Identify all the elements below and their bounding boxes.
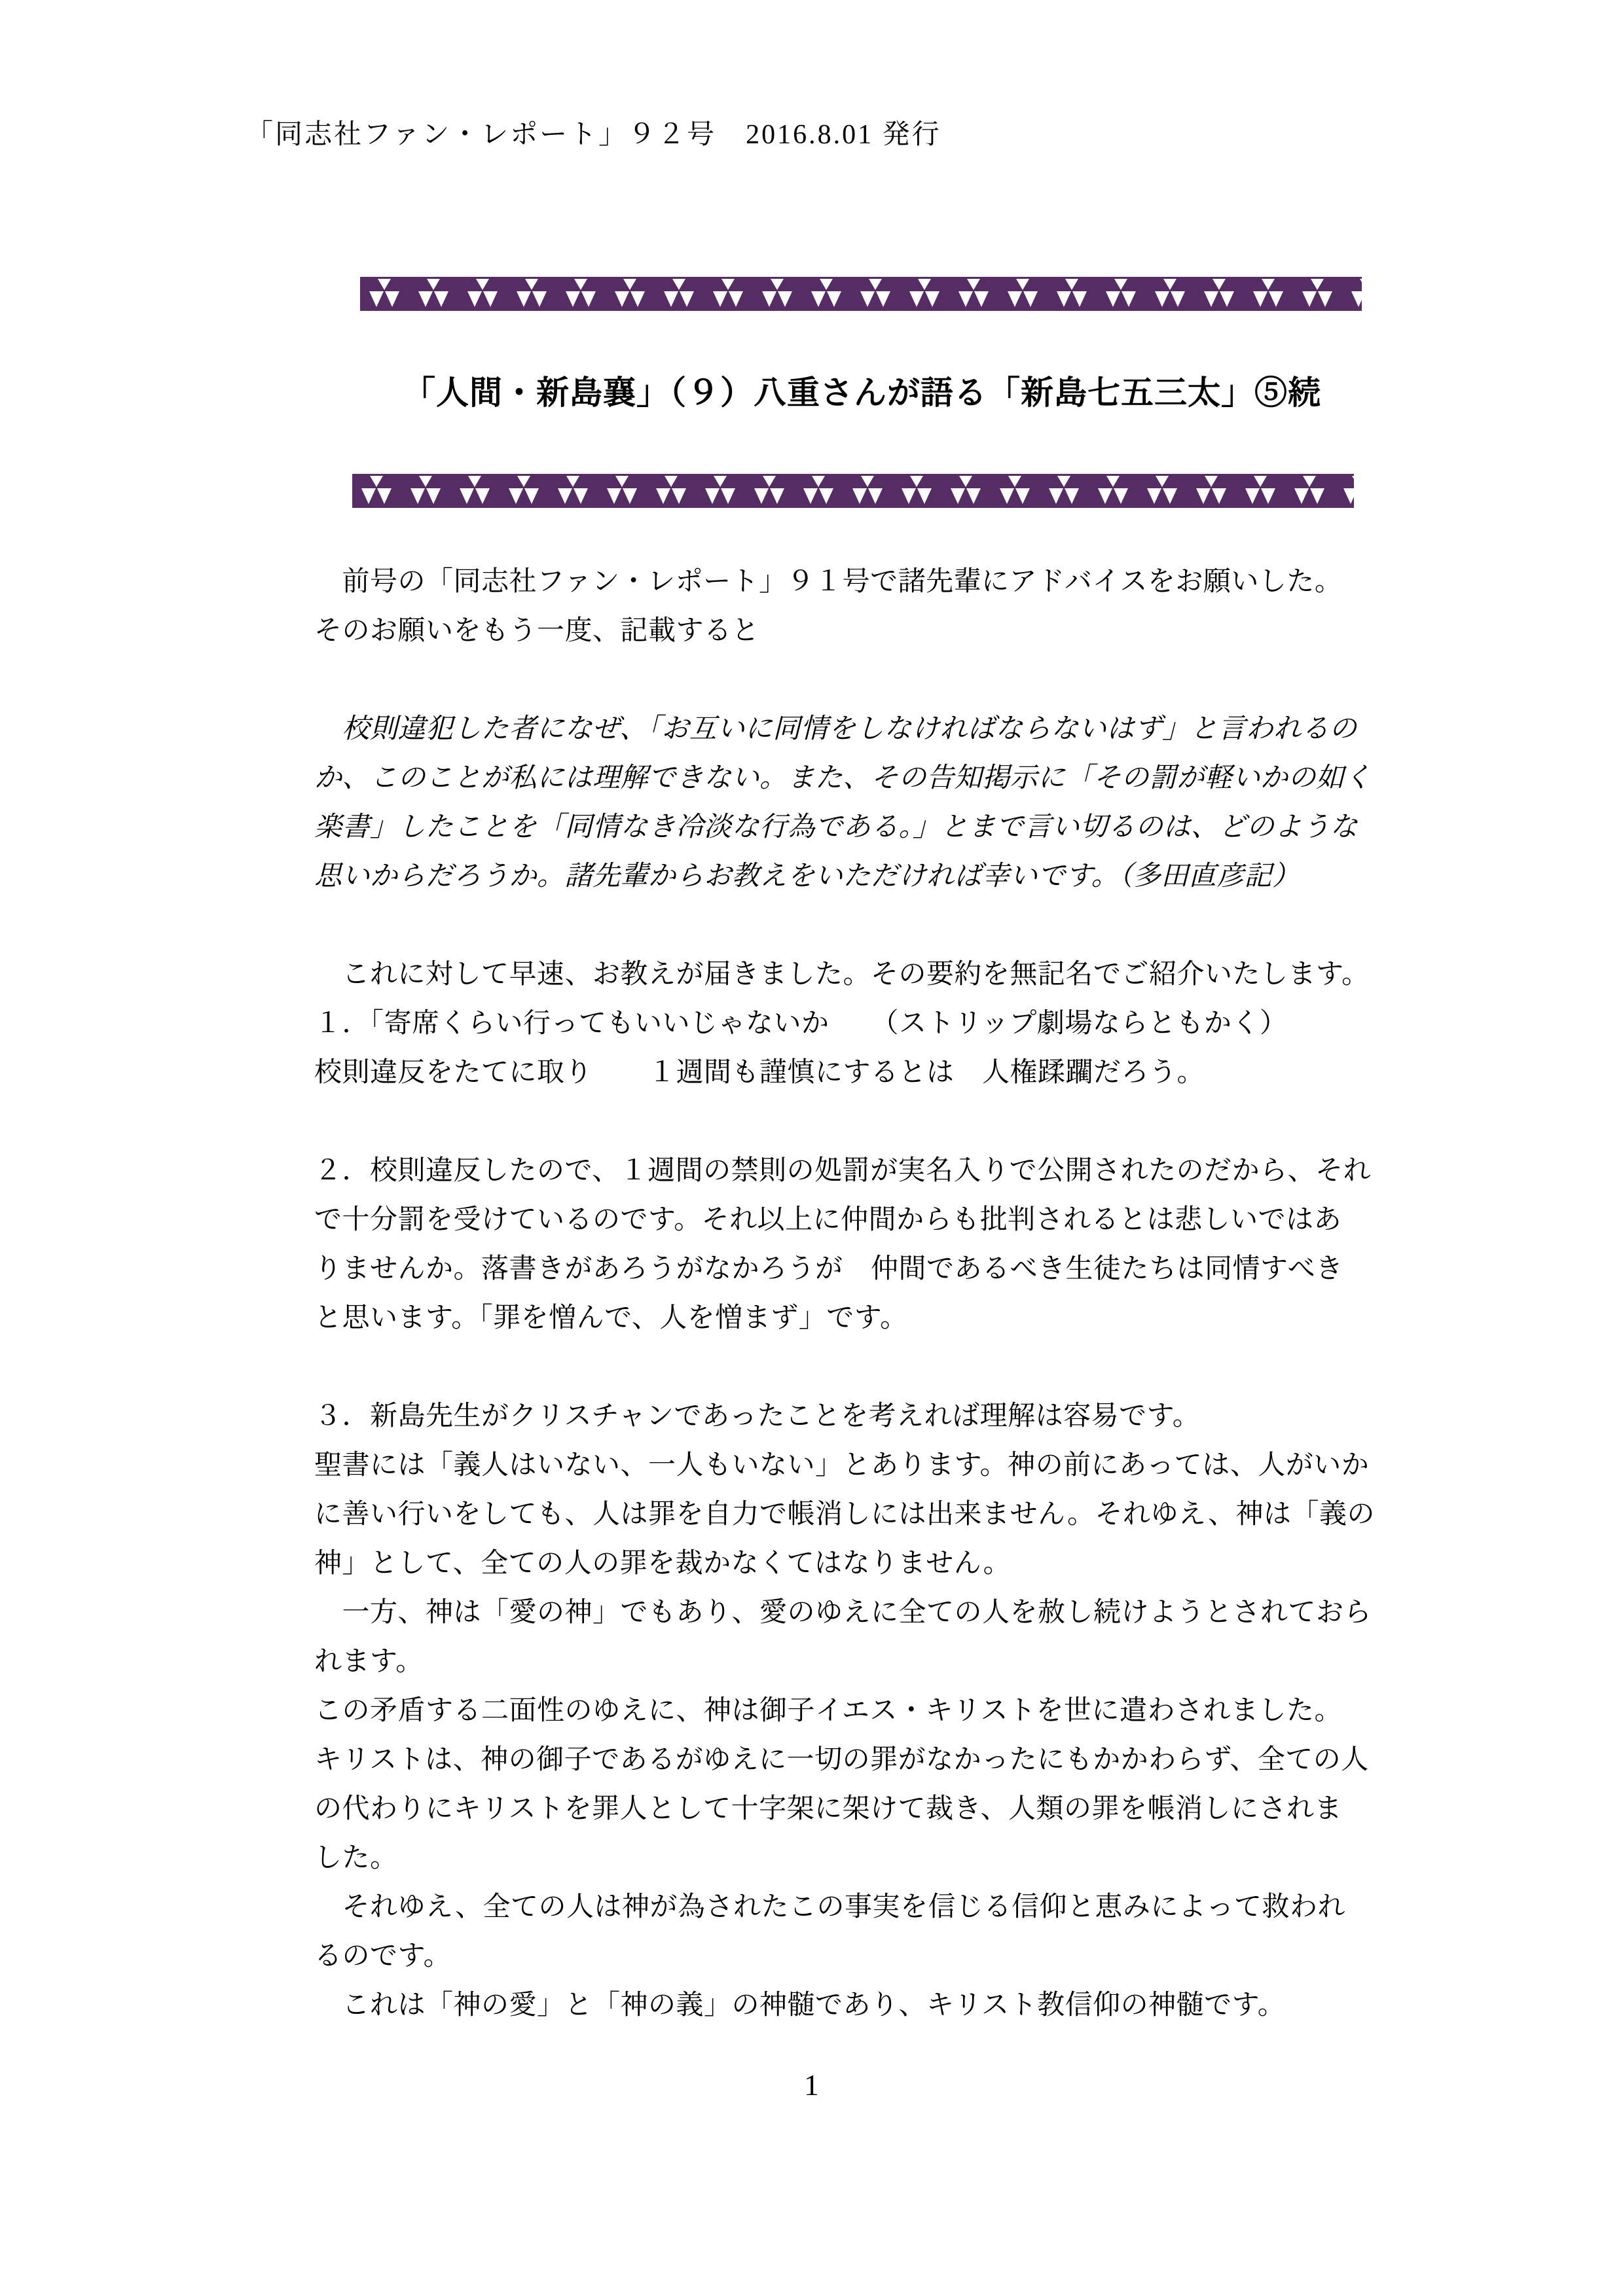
body-line: 前号の「同志社ファン・レポート」９１号で諸先輩にアドバイスをお願いした。 (314, 567, 1343, 597)
body-line: の代わりにキリストを罪人として十字架に架けて裁き、人類の罪を帳消しにされま (314, 1794, 1342, 1824)
body-line: 楽書」したことを「同情なき冷淡な行為である。」とまで言い切るのは、どのような (314, 812, 1359, 842)
body-line: りませんか。落書きがあろうがなかろうが 仲間であるべき生徒たちは同情すべき (314, 1254, 1343, 1284)
triangle-pattern-banner-bottom (352, 474, 1354, 508)
body-line: か、このことが私には理解できない。また、その告知掲示に「その罰が軽いかの如く (314, 763, 1372, 793)
body-line: と思います。「罪を憎んで、人を憎まず」です。 (314, 1303, 908, 1333)
body-line: 神」として、全ての人の罪を裁かなくてはなりません。 (314, 1549, 1012, 1579)
body-line: 校則違反をたてに取り １週間も謹慎にするとは 人権蹂躙だろう。 (314, 1058, 1205, 1088)
body-line: これは「神の愛」と「神の義」の神髄であり、キリスト教信仰の神髄です。 (314, 1990, 1286, 2020)
body-line: 校則違犯した者になぜ、「お互いに同情をしなければならないはず」と言われるの (314, 714, 1357, 744)
article-title: 「人間・新島襄」（９）八重さんが語る「新島七五三太」⑤続 (403, 374, 1321, 411)
body-line: るのです。 (314, 1941, 452, 1971)
blank-line (314, 1343, 1395, 1392)
blank-line (314, 1098, 1395, 1147)
body-line: 思いからだろうか。諸先輩からお教えをいただければ幸いです。（多田直彦記） (314, 861, 1300, 891)
body-line: １．「寄席くらい行ってもいいじゃないか （ストリップ劇場ならともかく） (314, 1009, 1288, 1039)
body-line: キリストは、神の御子であるがゆえに一切の罪がなかったにもかかわらず、全ての人 (314, 1745, 1369, 1775)
triangle-pattern-icon (352, 474, 1354, 508)
body-line: この矛盾する二面性のゆえに、神は御子イエス・キリストを世に遣わされました。 (314, 1696, 1342, 1726)
triangle-pattern-banner-top (360, 277, 1362, 311)
page-number: 1 (804, 2068, 819, 2102)
body-line: れます。 (314, 1647, 424, 1677)
newsletter-header: 「同志社ファン・レポート」９２号 2016.8.01 発行 (246, 120, 941, 150)
body-line: それゆえ、全ての人は神が為されたこの事実を信じる信仰と恵みによって救われ (314, 1892, 1346, 1922)
body-line: そのお願いをもう一度、記載すると (314, 616, 760, 646)
blank-line (314, 656, 1395, 705)
body-line: 一方、神は「愛の神」でもあり、愛のゆえに全ての人を赦し続けようとされておら (314, 1598, 1372, 1628)
body-line: した。 (314, 1843, 398, 1873)
body-line: ２．校則違反したので、１週間の禁則の処罰が実名入りで公開されたのだから、それ (314, 1156, 1372, 1186)
blank-line (314, 901, 1395, 950)
triangle-pattern-icon (360, 277, 1362, 311)
body-line: で十分罰を受けているのです。それ以上に仲間からも批判されるとは悲しいではあ (314, 1205, 1342, 1235)
body-line: これに対して早速、お教えが届きました。その要約を無記名でご紹介いたします。 (314, 960, 1370, 990)
body-line: 聖書には「義人はいない、一人もいない」とあります。神の前にあっては、人がいか (314, 1450, 1370, 1480)
article-body (314, 558, 1395, 2030)
body-line: ３．新島先生がクリスチャンであったことを考えれば理解は容易です。 (314, 1401, 1201, 1431)
body-line: に善い行いをしても、人は罪を自力で帳消しには出来ません。それゆえ、神は「義の (314, 1499, 1376, 1530)
